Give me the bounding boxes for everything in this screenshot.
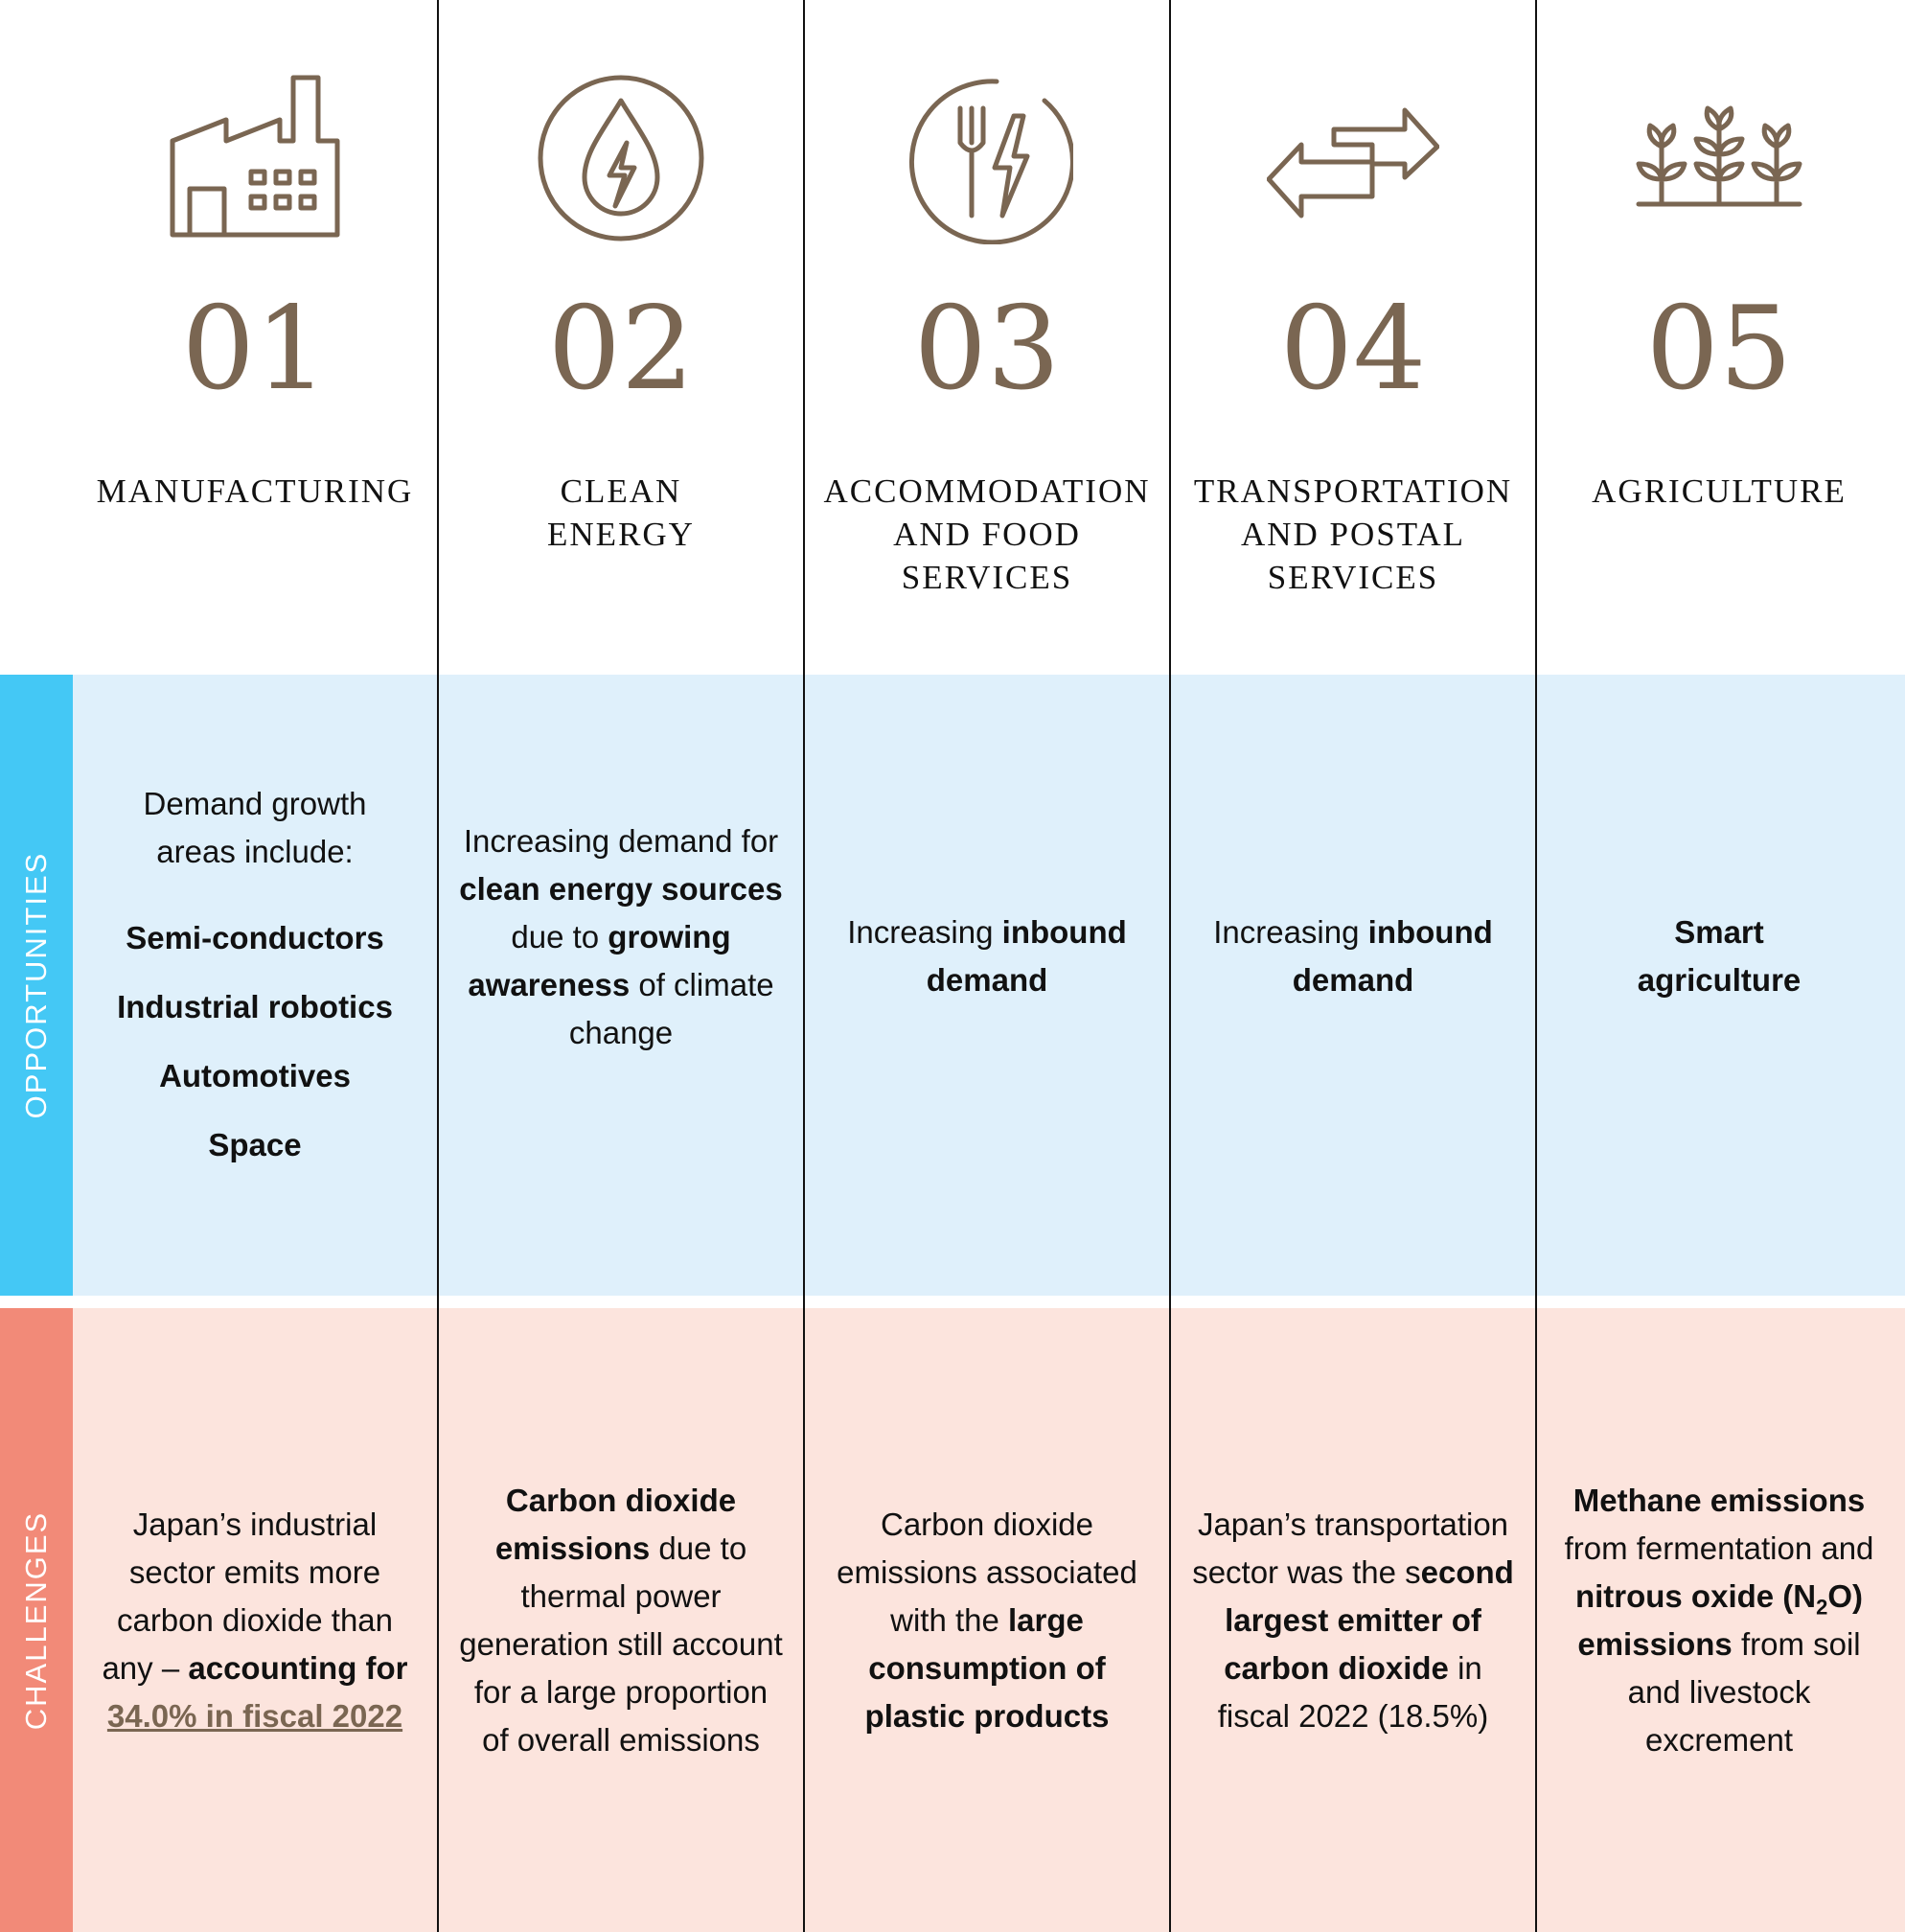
sector-title: AGRICULTURE — [1592, 472, 1847, 510]
exchange-arrows-icon — [1267, 72, 1439, 244]
opportunity-item: Semi-conductors — [126, 920, 384, 955]
opportunity-cell — [92, 675, 418, 1296]
challenge-text: Japan’s transportation sector was the second largest emitter of carbon dioxide in fiscal 2022 (18.5%) — [1192, 1506, 1514, 1734]
challenges-label: CHALLENGES — [19, 1510, 53, 1730]
challenge-cell — [824, 1308, 1150, 1932]
sector-title: MANUFACTURING — [96, 472, 414, 510]
opportunity-cell — [458, 675, 784, 1296]
challenges-sidebar — [0, 1308, 73, 1932]
challenge-cell — [92, 1308, 418, 1932]
sector-column-clean-energy — [439, 0, 803, 1932]
opportunity-text: Increasing inbound demand — [847, 914, 1127, 998]
opportunities-sidebar — [0, 675, 73, 1296]
opportunity-item: Space — [208, 1127, 302, 1162]
sector-column-manufacturing — [73, 0, 437, 1932]
challenge-text: Carbon dioxide emissions associated with the large consumption of plastic products — [837, 1506, 1137, 1734]
opportunity-item: Automotives — [159, 1058, 351, 1093]
statistic-link[interactable]: 34.0% in fiscal 2022 — [106, 1697, 403, 1734]
opportunity-text: Increasing demand for clean energy sources due to growing awareness of climate change — [459, 823, 783, 1050]
challenge-text: Carbon dioxide emissions due to thermal power generation still account for a large proportion of overall emissions — [459, 1482, 783, 1758]
opportunity-cell — [824, 675, 1150, 1296]
challenge-text: Methane emissions from fermentation and nitrous oxide $(N_2O)$ emissions from soil and livestock excrement — [1564, 1482, 1874, 1758]
sector-title: TRANSPORTATION AND POSTAL SERVICES — [1193, 472, 1513, 596]
factory-icon — [169, 72, 341, 244]
challenge-cell — [458, 1308, 784, 1932]
sector-column-agriculture — [1537, 0, 1901, 1932]
opportunity-text: Increasing inbound demand — [1213, 914, 1493, 998]
opportunity-item: Industrial robotics — [117, 989, 393, 1024]
plants-icon — [1633, 72, 1805, 244]
opportunity-cell — [1556, 675, 1882, 1296]
opportunities-label: OPPORTUNITIES — [19, 851, 53, 1119]
sector-number: 02 — [547, 283, 695, 416]
challenge-text: Japan’s industrial sector emits more carbon dioxide than any – accounting for 34.0% in fiscal 2022 — [102, 1506, 408, 1734]
opportunity-cell — [1190, 675, 1516, 1296]
challenge-cell — [1190, 1308, 1516, 1932]
sector-number: 01 — [181, 283, 329, 416]
fork-energy-icon — [901, 72, 1073, 244]
energy-drop-icon — [535, 72, 707, 244]
sector-number: 05 — [1645, 283, 1793, 416]
opportunity-intro: Demand growth areas include: — [143, 786, 367, 869]
sector-column-accommodation-food — [805, 0, 1169, 1932]
challenge-cell — [1556, 1308, 1882, 1932]
sector-title: ACCOMMODATION AND FOOD SERVICES — [823, 472, 1151, 596]
sector-column-transportation — [1171, 0, 1535, 1932]
sector-number: 04 — [1279, 283, 1427, 416]
sector-title: CLEAN ENERGY — [547, 472, 695, 553]
opportunity-text: Smart agriculture — [1637, 914, 1802, 998]
sector-number: 03 — [913, 283, 1061, 416]
